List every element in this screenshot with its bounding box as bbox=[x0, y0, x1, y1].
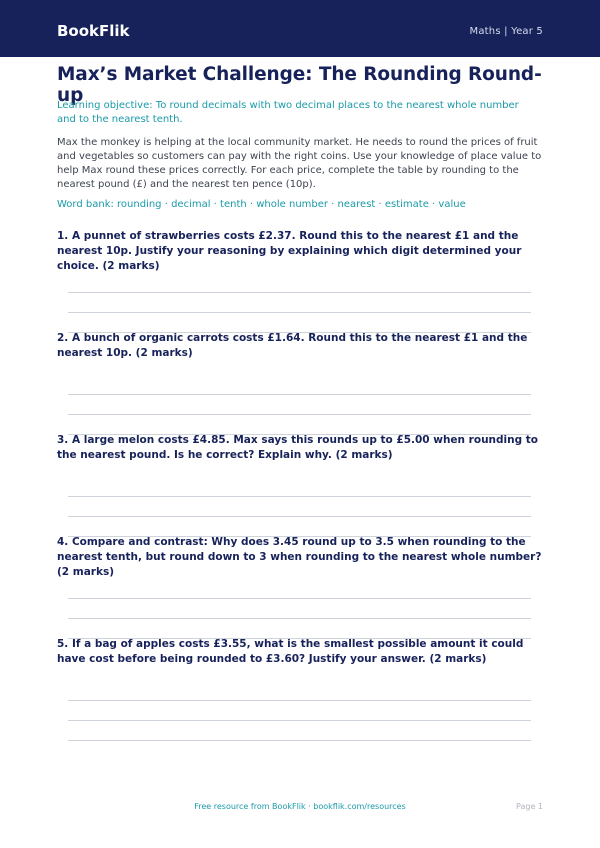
answer-line[interactable] bbox=[68, 618, 531, 619]
question-3: 3. A large melon costs £4.85. Max says this rounds up to £5.00 when rounding to the nearest pound. Is he correct? Explain why. (2 marks) bbox=[57, 434, 539, 461]
question-4: 4. Compare and contrast: Why does 3.45 round up to 3.5 when rounding to the nearest tenth, but round down to 3 when rounding to the nearest whole number? (2 marks) bbox=[57, 536, 542, 578]
intro-paragraph: Max the monkey is helping at the local community market. He needs to round the prices of fruit and vegetables so customers can pay with the right coins. Use your knowledge of place value to help Max round these prices correctly. For each price, complete the table by rounding to the nearest pound (£) and the nearest ten pence (10p). bbox=[57, 137, 542, 190]
answer-line[interactable] bbox=[68, 292, 531, 293]
brand-logo: BookFlik bbox=[57, 22, 130, 40]
answer-line[interactable] bbox=[68, 312, 531, 313]
learning-objective: Learning objective: To round decimals with two decimal places to the nearest whole number and to the nearest tenth. bbox=[57, 100, 519, 125]
answer-line[interactable] bbox=[68, 394, 531, 395]
answer-line[interactable] bbox=[68, 598, 531, 599]
subject-year-label: Maths | Year 5 bbox=[469, 26, 543, 37]
question-2: 2. A bunch of organic carrots costs £1.64. Round this to the nearest £1 and the nearest 10p. (2 marks) bbox=[57, 332, 528, 359]
question-5: 5. If a bag of apples costs £3.55, what is the smallest possible amount it could have cost before being rounded to £3.60? Justify your answer. (2 marks) bbox=[57, 638, 524, 665]
footer-resource-link[interactable]: Free resource from BookFlik · bookflik.com/resources bbox=[194, 802, 406, 811]
word-bank: Word bank: rounding · decimal · tenth · whole number · nearest · estimate · value bbox=[57, 199, 466, 210]
answer-line[interactable] bbox=[68, 740, 531, 741]
page-title: Max’s Market Challenge: The Rounding Round-up bbox=[57, 64, 542, 106]
header-bar bbox=[0, 0, 600, 57]
question-1: 1. A punnet of strawberries costs £2.37. Round this to the nearest £1 and the nearest 10p. Justify your reasoning by explaining which digit determined your choice. (2 marks) bbox=[57, 230, 522, 272]
answer-line[interactable] bbox=[68, 414, 531, 415]
answer-line[interactable] bbox=[68, 700, 531, 701]
page-number: Page 1 bbox=[516, 802, 543, 811]
answer-line[interactable] bbox=[68, 720, 531, 721]
answer-line[interactable] bbox=[68, 496, 531, 497]
answer-line[interactable] bbox=[68, 516, 531, 517]
